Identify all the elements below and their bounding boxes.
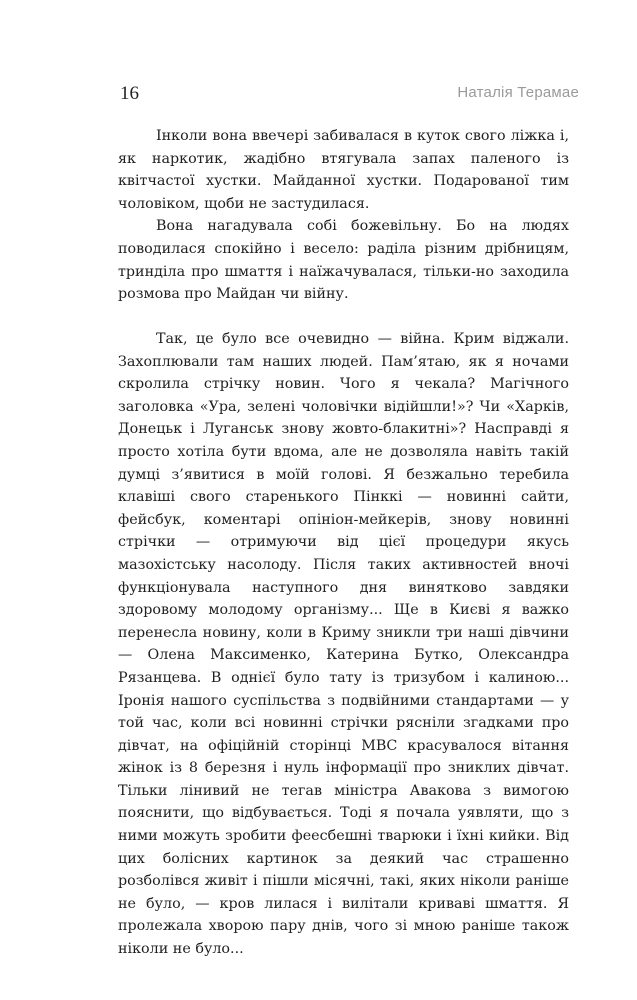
paragraph: Вона нагадувала собі божевільну. Бо на людях поводилася спокійно і весело: раділа різним дрібницям, триндiла про шмаття і наїжачувалася, тільки-но заходила розмова про Майдан чи війну.	[118, 218, 569, 303]
page-header	[120, 83, 579, 109]
text-block-top	[118, 125, 569, 306]
page-number: 16	[120, 83, 139, 104]
paragraph: Інколи вона ввечері забивалася в куток свого ліжка і, як наркотик, жадібно втягувала запах паленого із квітчастої хустки. Майданної хустки. Подарованої тим чоловіком, щоби не застудилася.	[118, 128, 569, 212]
text-block-main	[118, 328, 569, 961]
paragraph: Так, це було все очевидно — війна. Крим віджали. Захоплювали там наших людей. Пам’ятаю, як я ночами скролила стрічку новин. Чого я чекала? Магічного заголовка «Ура, зелені чоловічки відійшли!»? Чи «Харків, Донецьк і Луганськ знову жовто-блакитні»? Насправді я просто хотіла бути вдома, але не дозволяла навіть такій думці з’явитися в моїй голові. Я безжально теребила клавіші свого старенького Пінккі — новинні сайти, фейсбук, коментарі опініон-мейкерів, знову новинні стрічки — отримуючи від цієї процедури якусь мазохістську насолоду. Після таких активностей вночі функціонувала наступного дня винятково завдяки здоровому молодому організму... Ще в Києві я важко перенесла новину, коли в Криму зникли три наші дівчини — Олена Максименко, Катерина Бутко, Олександра Рязанцева. В однієї було тату із тризубом і калиною... Іронія нашого суспільства з подвійними стандартами — у той час, коли всі новинні стрічки рясніли згадками про дівчат, на офіційній сторінці МВС красувалося вітання жінок із 8 березня і нуль інформації про зниклих дівчат. Тільки лінивий не тегав міністра Авакова з вимогою пояснити, що відбувається. Тоді я почала уявляти, що з ними можуть зробити феесбешні тварюки і їхні кийки. Від цих болісних картинок за деякий час страшенно розболівся живіт і пішли місячні, такі, яких ніколи раніше не було, — кров лилася і вилітали криваві шмаття. Я пролежала хворою пару днів, чого зі мною раніше також ніколи не було...	[118, 331, 569, 958]
running-head-author: Наталія Терамае	[457, 84, 579, 101]
